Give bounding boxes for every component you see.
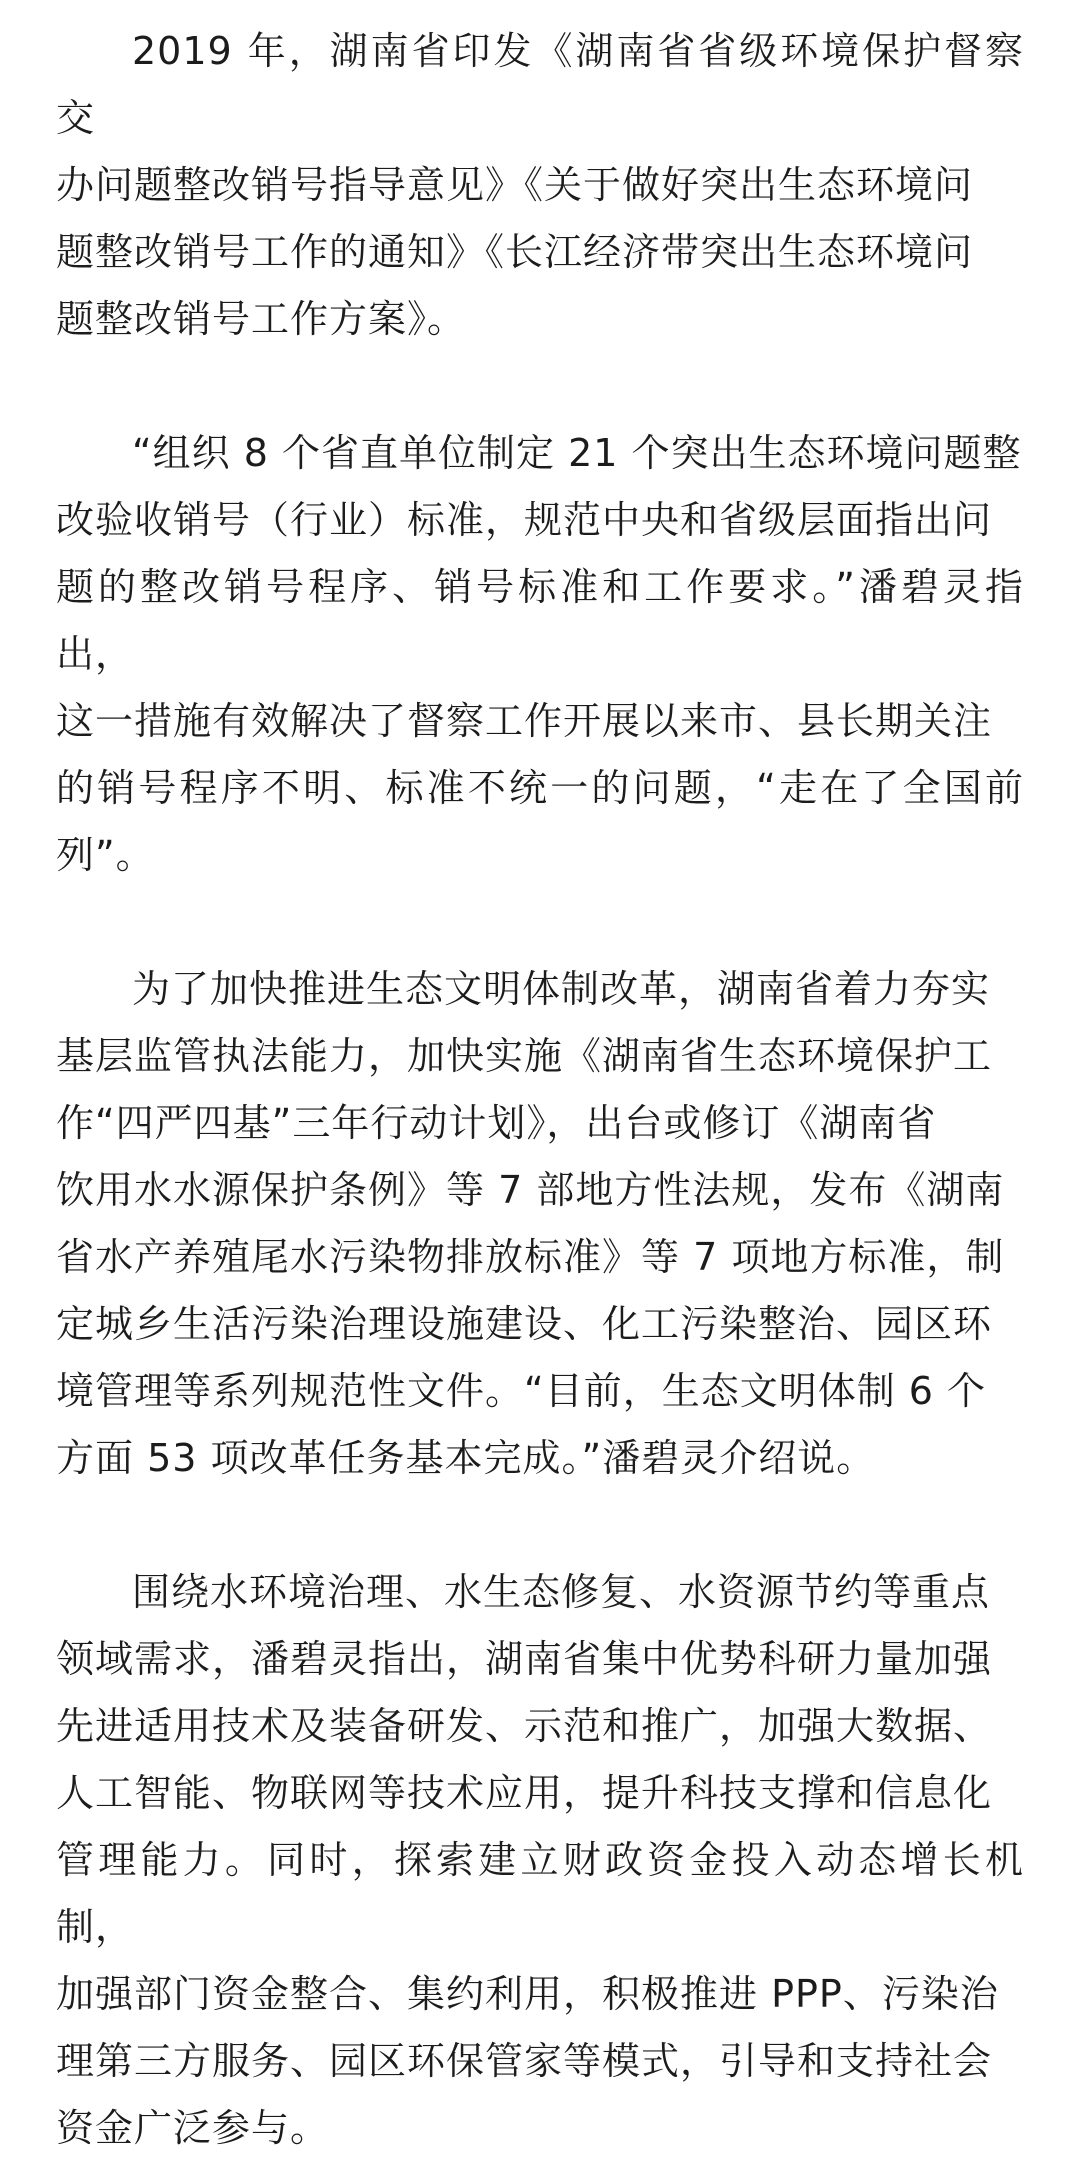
paragraph-3: 为了加快推进生态文明体制改革，湖南省着力夯实 基层监管执法能力，加快实施《湖南省生态环境保护工 作“四严四基”三年行动计划》，出台或修订《湖南省 饮用水水源保护条例》等 7 部地方性法规，发布《湖南 省水产养殖尾水污染物排放标准》等 7 项地方标准，制 定城乡生活污染治理设施建设、化工污染整治、园区环 境管理等系列规范性文件。“目前，生态文明体制 6 个 方面 53 项改革任务基本完成。”潘碧灵介绍说。 [56, 967, 1005, 1480]
article-body [56, 18, 1024, 2162]
paragraph-1: 2019 年，湖南省印发《湖南省省级环境保护督察交 办问题整改销号指导意见》《关于做好突出生态环境问 题整改销号工作的通知》《长江经济带突出生态环境问 题整改销号工作方案》。 [56, 29, 1024, 341]
paragraph-4: 围绕水环境治理、水生态修复、水资源节约等重点 领域需求，潘碧灵指出，湖南省集中优势科研力量加强 先进适用技术及装备研发、示范和推广，加强大数据、 人工智能、物联网等技术应用，提升科技支撑和信息化 管理能力。同时，探索建立财政资金投入动态增长机制， 加强部门资金整合、集约利用，积极推进 PPP、污染治 理第三方服务、园区环保管家等模式，引导和支持社会 资金广泛参与。 [56, 1570, 1024, 2150]
paragraph-2: “组织 8 个省直单位制定 21 个突出生态环境问题整 改验收销号（行业）标准，规范中央和省级层面指出问 题的整改销号程序、销号标准和工作要求。”潘碧灵指出， 这一措施有效解决了督察工作开展以来市、县长期关注 的销号程序不明、标准不统一的问题，“走在了全国前列”。 [56, 431, 1024, 877]
